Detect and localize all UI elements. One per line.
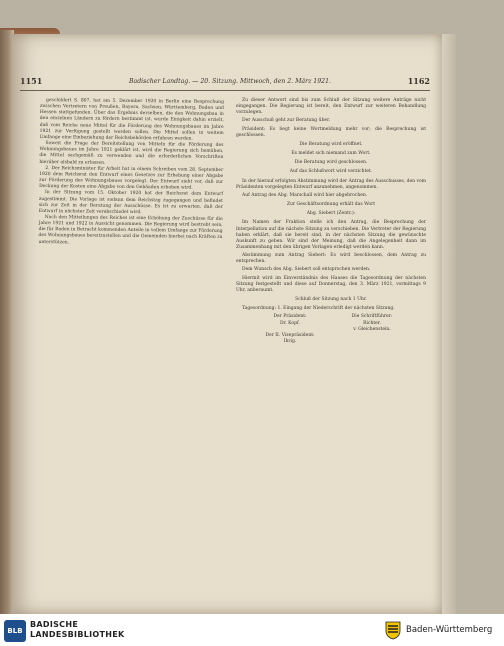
paragraph: Zur Geschäftsordnung erhält das Wort	[286, 202, 376, 208]
signature-name: Ihrig.	[283, 339, 297, 344]
blb-line-2: LANDESBIBLIOTHEK	[30, 630, 125, 639]
speaker-heading: Abg. Siebert (Zentr.):	[306, 211, 356, 217]
signature-name: Dr. Kopf.	[280, 320, 300, 326]
paragraph: Zu dieser Antwort sind bis zum Schluß der Sitzung weitere Anträge nicht eingegangen. Die Regierung ist bereit, den Entwurf zur weiteren Behandlung vorzulegen.	[236, 98, 426, 116]
signature-title: Der II. Vizepräsident:	[265, 332, 315, 338]
vice-signature-block	[236, 333, 426, 345]
paragraph: Hiermit wird im Einverständnis des Hauses die Tagesordnung der nächsten Sitzung festgestellt und diese auf Donnerstag, den 3. März 1921, vormittags 9 Uhr, anberaumt.	[236, 275, 426, 293]
paragraph: Auf Antrag des Abg. Marschall wird hier abgebrochen.	[242, 192, 368, 198]
paragraph: Präsident: Es liegt keine Wortmeldung mehr vor; die Besprechung ist geschlossen.	[236, 126, 426, 138]
blb-logo-icon[interactable]: BLB	[4, 620, 26, 642]
paragraph: Schluß der Sitzung nach 1 Uhr.	[295, 297, 367, 303]
page-header	[20, 76, 430, 90]
paragraph: 2. Der Reichsminister für Arbeit hat in einem Schreiben vom 28. September 1920 dem Reichsrat den Entwurf eines Gesetzes zur Erhebung einer Abgabe zur Förderung des Wohnungsbaues vorgelegt. Der Entwurf sieht vor, daß zur Deckung der Kosten eine Abgabe von den Gebäuden erhoben wird.	[39, 165, 224, 191]
paragraph: Auf das Schlußwort wird verzichtet.	[289, 169, 373, 175]
paragraph: Es meldet sich niemand zum Wort.	[291, 151, 371, 157]
page-number-right: 1162	[407, 76, 430, 86]
paragraph: Nach den Mitteilungen des Reiches ist eine Erhöhung der Zuschüsse für die Jahre 1921 und 1922 in Aussicht genommen. Die Regierung wird bestrebt sein, die für Baden in Betracht kommenden Anteile in vollem Umfange zur Förderung des Wohnungsbaues bereitzustellen und die Gemeinden hierbei nach Kräften zu unterstützen.	[38, 215, 223, 245]
paragraph: Die Beratung wird geschlossen.	[294, 160, 368, 166]
paragraph: Im Namen der Fraktion stelle ich den Antrag, die Besprechung der Interpellation auf die nächste Sitzung zu verschieben. Die Vertreter der Regierung haben erklärt, daß sie bereit sind, in der nächsten Sitzung die gewünschte Auskunft zu geben. Wir sind der Meinung, daß die Angelegenheit dann im Zusammenhang mit den übrigen Vorlagen erledigt werden kann.	[236, 220, 426, 250]
paragraph: Abstimmung zum Antrag Siebert: Es wird beschlossen, dem Antrag zu entsprechen.	[236, 253, 426, 265]
paragraph: Der Ausschuß geht zur Beratung über.	[242, 118, 331, 124]
page-stack-edge	[442, 34, 456, 614]
paragraph: Dem Wunsch des Abg. Siebert soll entsprochen werden.	[242, 267, 371, 273]
page-number-left: 1151	[20, 76, 43, 86]
signature-name: v. Gleichenstein.	[353, 326, 391, 332]
paragraph: Tagesordnung: 1. Eingang der Niederschrift der nächsten Sitzung.	[242, 306, 395, 312]
signature-title: Der Präsident:	[273, 314, 307, 320]
paragraph: In der hierauf erfolgten Abstimmung wird der Antrag des Ausschusses, den vom Präsidenten vorgelegten Entwurf anzunehmen, angenommen.	[236, 178, 426, 190]
signature-name: Richter.	[363, 320, 381, 326]
blb-line-1: BADISCHE	[30, 620, 79, 629]
paragraph: In der Sitzung vom 15. Oktober 1920 hat der Reichsrat dem Entwurf zugestimmt. Die Vorlage ist sodann dem Reichstag zugegangen und befindet sich zur Zeit in der Beratung der Ausschüsse. Es ist zu erwarten, daß der Entwurf in nächster Zeit verabschiedet wird.	[38, 190, 224, 215]
bw-coat-of-arms-icon[interactable]	[384, 620, 402, 640]
signature-block	[236, 314, 426, 332]
signature-title: Die Schriftführer:	[351, 314, 393, 320]
header-rule	[20, 90, 430, 91]
paragraph: Soweit die Frage der Bereitstellung von Mitteln für die Förderung des Wohnungsbaues im Jahre 1921 geklärt ist, wird die Regierung sich bemühen, die Mittel sachgemäß zu verwenden und die erforderlichen Vorschriften hierüber alsbald zu erlassen.	[39, 141, 224, 166]
bw-label[interactable]: Baden-Württemberg	[406, 625, 493, 635]
paragraph: Die Beratung wird eröffnet.	[299, 141, 363, 147]
blb-library-name[interactable]	[30, 620, 125, 640]
running-head: Badischer Landtag. — 20. Sitzung. Mittwoch, den 2. März 1921.	[128, 78, 332, 85]
right-column	[236, 98, 426, 345]
left-column	[38, 98, 224, 248]
paragraph: geschildert S. 807, hat am 5. Dezember 1920 in Berlin eine Besprechung zwischen Vertretern von Preußen, Bayern, Sachsen, Württemberg, Baden und Hessen stattgefunden. Über das Ergebnis derselben, die den Wohnungsbau in den einzelnen Ländern zu fördern bestimmt ist, wurde Einigkeit dahin erzielt, daß vom Reiche neue Mittel für die Förderung des Wohnungsbaues im Jahre 1921 zur Verfügung gestellt werden sollen. Die Mittel sollen in weitem Umfange eine Einbeziehung der Reichsbehörden erfahren werden.	[39, 98, 224, 142]
document-page	[12, 34, 442, 614]
